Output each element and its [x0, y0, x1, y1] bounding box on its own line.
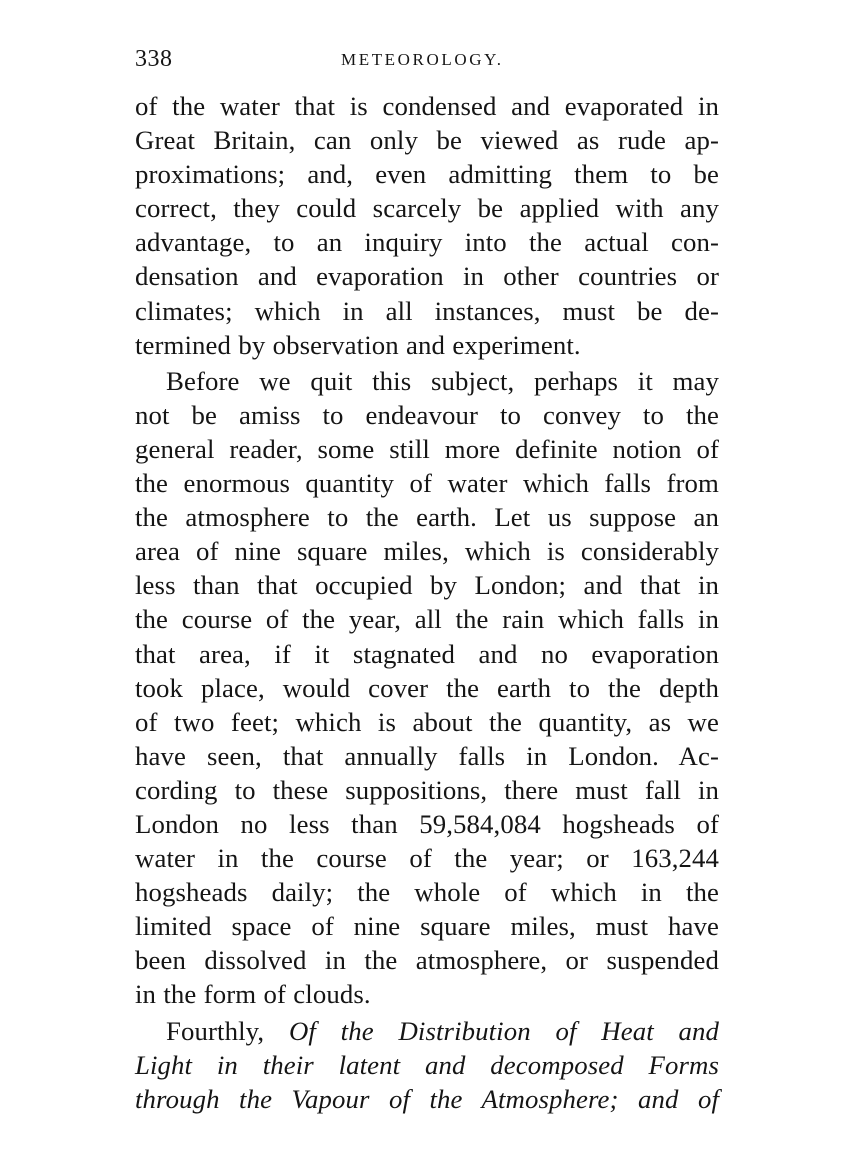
text-line: London no less than 59,584,084 hogsheads of: [135, 808, 719, 839]
text-line: of the water that is condensed and evaporated in: [135, 91, 719, 121]
text-line: cording to these suppositions, there must fall in: [135, 774, 719, 805]
text-line: the atmosphere to the earth. Let us suppose an: [135, 502, 719, 533]
running-head: [135, 42, 720, 76]
italic-heading-text: Light in their latent and decomposed Forms: [135, 1049, 719, 1080]
text-line: Great Britain, can only be viewed as rude ap-: [135, 125, 719, 156]
text-line: that area, if it stagnated and no evaporation: [135, 638, 719, 669]
paragraph-continuation: [135, 89, 719, 362]
text-line: Before we quit this subject, perhaps it may: [166, 365, 719, 396]
text-line: the enormous quantity of water which falls from: [135, 468, 719, 499]
text-line: proximations; and, even admitting them to be: [135, 159, 719, 190]
text-line: climates; which in all instances, must be de-: [135, 295, 719, 326]
text-line: the course of the year, all the rain which falls in: [135, 604, 719, 635]
text-line: in the form of clouds.: [135, 979, 371, 1010]
running-title: METEOROLOGY.: [341, 50, 504, 69]
text-line: correct, they could scarcely be applied with any: [135, 193, 719, 224]
text-line: not be amiss to endeavour to convey to the: [135, 399, 719, 430]
paragraph-rainfall: [135, 364, 719, 1012]
text-line: less than that occupied by London; and that in: [135, 570, 719, 601]
text-line: limited space of nine square miles, must have: [135, 911, 719, 942]
text-line: have seen, that annually falls in London. Ac-: [135, 740, 719, 771]
text-line: [135, 1014, 719, 1048]
page-number: 338: [135, 46, 173, 72]
text-line: termined by observation and experiment.: [135, 329, 581, 360]
text-line: advantage, to an inquiry into the actual con-: [135, 227, 719, 258]
italic-heading-text: through the Vapour of the Atmosphere; and of: [135, 1083, 719, 1114]
italic-heading-text: Of the Distribution of Heat and: [288, 1015, 719, 1046]
paragraph-fourthly: [135, 1014, 719, 1116]
text-line: took place, would cover the earth to the depth: [135, 672, 719, 703]
text-line: water in the course of the year; or 163,244: [135, 843, 719, 874]
text-line: been dissolved in the atmosphere, or suspended: [135, 945, 719, 976]
text-line: of two feet; which is about the quantity, as we: [135, 706, 719, 737]
text-line: area of nine square miles, which is considerably: [135, 536, 719, 567]
text-line: densation and evaporation in other countries or: [135, 261, 719, 292]
text-line: general reader, some still more definite notion of: [135, 433, 719, 464]
body-text: [135, 89, 719, 1116]
text-line: hogsheads daily; the whole of which in the: [135, 877, 719, 908]
lead-word: Fourthly,: [166, 1015, 265, 1046]
